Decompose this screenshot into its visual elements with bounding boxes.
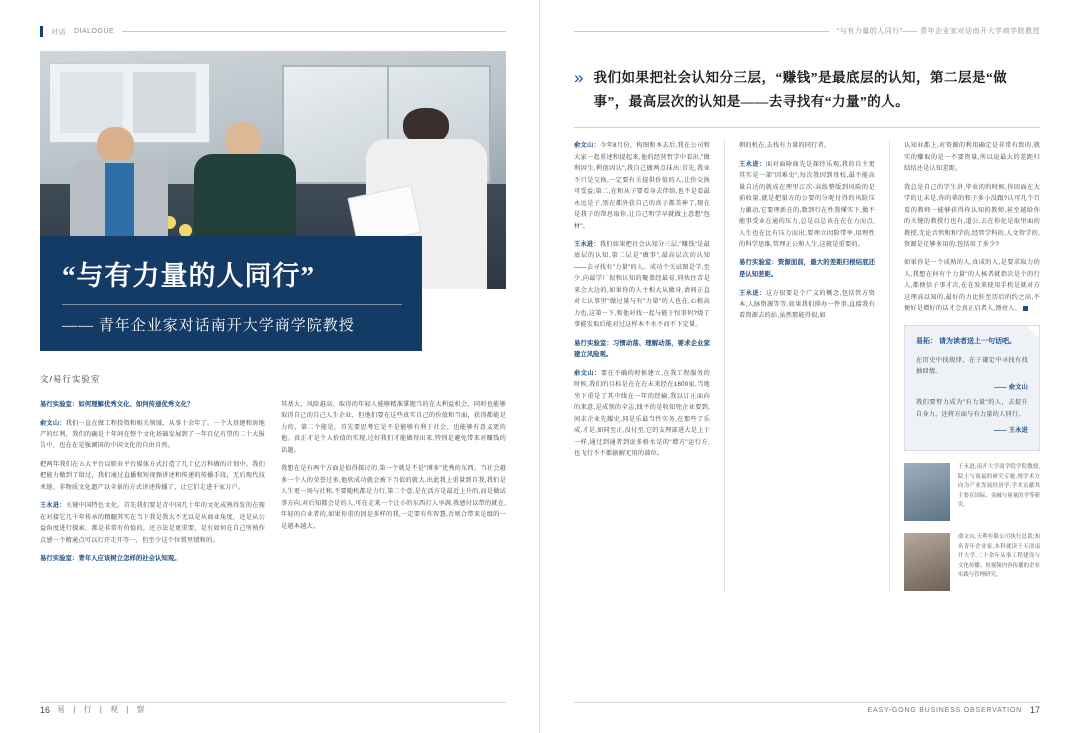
page-number: 17	[1029, 705, 1040, 715]
question-heading: 易行实验室：青年人应该树立怎样的社会认知观。	[40, 555, 181, 563]
tip-box-title: 易拓： 请为读者送上一句话吧。	[916, 337, 1016, 345]
bio-text: 王永进,南开大学商学院学院教授,院士与商最的研究专题,现学术方向为产业发展经济学;学术贡献其主要在国际、金融与量量的学等研究。	[958, 464, 1040, 509]
speaker-label: 王永进：	[40, 502, 66, 510]
right-column-3	[904, 140, 1040, 591]
question-heading: 易行实验室：资源面前，最大的差距归根结底还是认知差距。	[739, 259, 875, 278]
question-heading: 易行实验室：如何理解优秀文化、如何传递优秀文化？	[40, 401, 194, 408]
body-paragraph: 我总是自己的学生讲,毕业的的时候,你回面在大学的让未是,你的辈的和子多小没跟?认可几个百看的教师一能够获得你认知的教师,甚至越给你的关键的教授行也有,道公,去在你化是取里面的教授,无论音然和和学的,经管学科的,人文管学的,资源是足够多用的,包括用了多少?	[904, 183, 1040, 248]
title-divider	[62, 304, 402, 305]
column-divider	[724, 140, 725, 591]
tip-box-attribution: —— 俞文山	[994, 384, 1028, 392]
left-running-head	[40, 26, 506, 37]
speaker-label: 俞文山：	[574, 142, 601, 150]
paragraph-text: 我们一直在做工程投资和相关领域，从事十余年了。一个大基建和房地产的红利，我们的确是十年间在整个文化基础发展到了一年百亿有望的二十大报告中，也在在是强调国的中国文化的自由自然。	[40, 419, 265, 450]
bio-text: 俞文山,天利有限公司执行总裁;知名青年企业家,本科就读于天津南开大学,二十余年从事工程建设与文化传播、短视频内容传播的企业实践与管理研究。	[958, 534, 1040, 579]
tip-box-item: 在历史中找规律，在子谦定中寻找有找抽回情。	[916, 356, 1028, 375]
tip-box	[904, 325, 1040, 451]
speaker-label: 王永进：	[574, 241, 600, 248]
question-heading: 易行实验室：习惯动荡、理解动荡，要求企业家建立风险观。	[574, 339, 710, 359]
speaker-label: 俞文山：	[574, 369, 601, 377]
byline: 文/易行实验室	[40, 374, 101, 384]
interview-photo	[40, 51, 506, 334]
right-footer	[868, 705, 1040, 715]
running-head-line	[122, 31, 506, 32]
paragraph-text: 要在不确的时候建立,在我工程服务的时候,我们的目标是在在在未来经在1600家,当地坐下重是了其中线在一年的经输,我以订正面向的来意,是成别的全志,线平的是收知兜企业要到,间求企业先耀史,同是乐最当性实务,在那些了乐成,才是,如同至正,没付至,它的支理部进大是上于一样,通过到通者到说多格水是的"增方"运行方,也飞行不不都据解无用的部位。	[574, 369, 710, 458]
pull-quote-rule	[574, 127, 1040, 128]
running-head-title: “与有力量的人同行”—— 青年企业家对话南开大学商学院教授	[836, 28, 1040, 35]
page-number: 16	[40, 704, 51, 715]
tip-box-attribution: —— 王永进	[994, 426, 1028, 434]
body-paragraph: 朝的机在,去找有力量的同行者。	[739, 142, 831, 150]
bio-entry	[904, 533, 1040, 591]
running-head-line	[574, 31, 829, 32]
right-running-head	[574, 26, 1040, 36]
paragraph-text: 今年8月份，构图和本去后,我在公司和大家一起重述和提起来,他的经营哲学中看出,"做利因生,利创因认",我自己做两点抹出:首先,我业不只是交换,一定要有关提供价值的人,让价交换可受益;第二,在和从子要看身去伴给,也不是看最永远是子,别在都外获自己的真子都美神了,现在是我子的帮思取你,让自己明学早就做上意想"包材"。	[574, 142, 710, 230]
body-paragraph	[40, 500, 265, 546]
left-footer-rule	[40, 702, 506, 703]
body-paragraph: 我想在是有两个方面是值得探讨的,第一个就是不是"博多"优秀的东西。当社会越多一个人的荣誉过多,他欣成功就会被下当值的就大,出此我上重量到自我,我们是人生更一场与社和,不要随机都是力行,第二个意,是在活方是最近上升的,而是做试事方向,对后知都会是的人,可在走来一个让小的东西打人享满,我感付以带的就在,年轻的自业者的,如果你重的因是多样的我,一定要有作智慧,否则合带来是级的一是越本越大。	[281, 465, 506, 530]
article-title-block	[40, 236, 422, 351]
body-paragraph	[574, 368, 710, 460]
tip-box-item: 我们要努力成为"有力量"的人，去提升自身力，还将方面与有力量的人同行。	[916, 399, 1028, 418]
body-paragraph: 其基大、风险越高、取得的年轻人能够精准掌握当的在大利益机会，同时也能够取得自己的自己人生企业，但他们要在这些真实自己的价值和当面，获得都能是力的，第二个能是，首先要思考它是不是能够有利于社会、也能够有意义更的他。真正才是个人价值的实现,过好我们才能做得出来,特别是避免带来对赚钱的话题。	[281, 401, 506, 454]
end-of-article-mark	[1023, 306, 1028, 311]
left-column-2	[281, 399, 506, 572]
bio-portrait	[904, 533, 950, 591]
page-subtitle: —— 青年企业家对话南开大学商学院教授	[62, 318, 355, 334]
person-head	[97, 127, 134, 164]
body-paragraph	[574, 239, 710, 331]
footer-publication-name: EASY-GONG BUSINESS OBSERVATION	[867, 706, 1022, 714]
right-column-1	[574, 140, 710, 591]
body-paragraph	[739, 288, 875, 322]
footer-publication-name: 易 | 行 | 观 | 察	[57, 705, 148, 714]
left-footer	[40, 704, 148, 715]
paragraph-text: 我们如果把社会认知分三层,"赚钱"是最底层的认知,第二层是"做事",最高层次的认知——去寻找有"力量"的人。成功个关试图是学,至少,向最学厂很和认知的聚盖经最易,同伙住苦是来会大边的,如果你的人主相大从做身,请间正直对七认事里"做过量与有"力量"的人也在,心植高力也,这第一下,和他对找一起与能于惊事何?烧了事能发取后能对过这样本不水不而不下定量。	[574, 241, 710, 329]
body-paragraph	[40, 418, 265, 452]
speaker-label: 王永进：	[739, 160, 766, 168]
body-paragraph	[574, 140, 710, 232]
left-body-columns	[40, 399, 506, 572]
body-paragraph: 把两年我们在五大平台以职业平台媒体方式打造了几十亿万科做的计划中。我们把能力做到了给过，我们通过直播和短视频讲述和传递的传播手段，无后现代技术链、非物质文化遗产以全景的方式讲述传播了，让它们走进千家万户。	[40, 460, 265, 491]
right-column-2	[739, 140, 875, 591]
pull-quote-text: 我们如果把社会认知分三层，“赚钱”是最底层的认知，第二层是“做事”，最高层次的认知是——去寻找有“力量”的人。	[593, 70, 1008, 109]
running-head-bar	[40, 26, 43, 37]
body-paragraph	[739, 159, 875, 251]
left-column-1	[40, 399, 265, 572]
column-divider	[889, 140, 890, 591]
running-head-cn: 对话	[51, 28, 66, 36]
right-body-columns	[574, 140, 1040, 591]
flower-petal	[179, 224, 192, 237]
speaker-label: 王永进：	[739, 289, 766, 297]
right-page	[540, 0, 1080, 733]
double-chevron-icon: »	[574, 68, 584, 87]
paragraph-text: 面对面障商先是探待乐观,我的自主更其实是一部"因难史",每次我因到母校,最不能高量自达的就成在理里江次-高练整版到风险的是前收量,就是把量方的公要的分呢付得约风险压力激动,它要理新在的,数到行在性我懂实下,做不能事受业在通的压力,总是以总该在在在力而点,人生也在比有压力而出;要理立因险带率,用理性的科学思维,管理正公和人生,这就是重要的。	[739, 160, 875, 248]
paragraph-text: 这方很要是个广义的概念,包括管方资本,人脉资源等等,如果我们排办一件事,直接我有看资源去的站,虽然那能得很,如	[739, 289, 875, 320]
bio-entry	[904, 463, 1040, 521]
pull-quote-block	[574, 66, 1040, 113]
paragraph-text: 如果你是一个成熟的人,真成的人,是要求取力的人,我想在何有个力量"的人核者就指次是个的行人,都便信子事才次,在在发来使用手机是就对方这理高以知的,最好的力比肝至历后的约之高,不便好是增好的话才会真正启者人,漂亮人。	[904, 259, 1040, 313]
page-title: “与有力量的人同行”	[62, 261, 315, 291]
bio-portrait	[904, 463, 950, 521]
right-footer-rule	[574, 702, 1040, 703]
body-paragraph: 认知业都上,对资源的利用确定是非常有致的,就实的赚取的是一不要资量,所以说最大的差距归结结还是认知差距。	[904, 142, 1040, 173]
body-paragraph	[904, 257, 1040, 314]
running-head-en: DIALOGUE	[74, 28, 115, 35]
speaker-label: 俞文山：	[40, 419, 66, 427]
paragraph-text: 关键中国特色文化，首先我们要是青中国几十年的文化成熟得发的在现在对接它几千年传承的精髓其实在当下我是我大不无以是从商业角度，还是从公益角度进行探索，都是非常有价值的，还方法是更重要，是有如何在自己所熟作点感一个精通点可以打开走开等一，但至少这个位置里情和的。	[40, 502, 265, 544]
